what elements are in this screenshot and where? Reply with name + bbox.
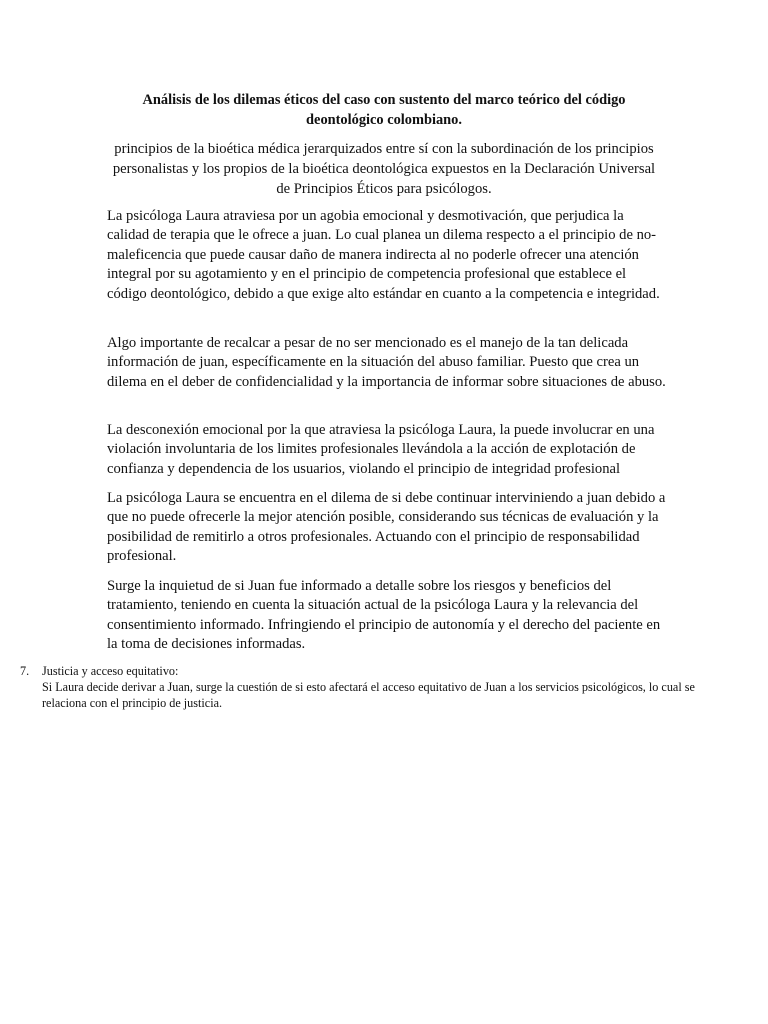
list-text: Si Laura decide derivar a Juan, surge la cuestión de si esto afectará el acceso equitativo de Juan a los servicios psicológicos, lo cual se relaciona con el principio de justicia. <box>42 680 695 710</box>
paragraph: La psicóloga Laura se encuentra en el dilema de si debe continuar interviniendo a juan debido a que no puede ofrecerle la mejor atención posible, considerando sus técnicas de evaluación y la posibilidad de remitirlo a otros profesionales. Actuando con el principio de responsabilidad profesional. <box>107 490 666 565</box>
document-title: Análisis de los dilemas éticos del caso con sustento del marco teórico del código deontológico colombiano. <box>142 92 626 128</box>
list-content <box>42 663 742 711</box>
paragraph: Algo importante de recalcar a pesar de no ser mencionado es el manejo de la tan delicada información de juan, específicamente en la situación del abuso familiar. Puesto que crea un dilema en el deber de confidencialidad y la importancia de informar sobre situaciones de abuso. <box>107 335 666 390</box>
paragraph: Surge la inquietud de si Juan fue informado a detalle sobre los riesgos y beneficios del tratamiento, teniendo en cuenta la situación actual de la psicóloga Laura y la relevancia del consentimiento informado. Infringiendo el principio de autonomía y el derecho del paciente en la toma de decisiones informadas. <box>107 578 661 653</box>
list-number: 7. <box>20 664 30 678</box>
list-heading: Justicia y acceso equitativo: <box>42 664 179 678</box>
document-subtitle: principios de la bioética médica jerarquizados entre sí con la subordinación de los principios personalistas y los propios de la bioética deontológica expuestos en la Declaración Universal de Principios Éticos para psicólogos. <box>112 141 656 197</box>
paragraph: La desconexión emocional por la que atraviesa la psicóloga Laura, la puede involucrar en una violación involuntaria de los limites profesionales llevándola a la acción de explotación de confianza y dependencia de los usuarios, violando el principio de integridad profesional <box>107 422 655 477</box>
paragraph: La psicóloga Laura atraviesa por un agobia emocional y desmotivación, que perjudica la calidad de terapia que le ofrece a juan. Lo cual planea un dilema respecto a el principio de no-maleficencia que puede causar daño de manera indirecta al no poderle ofrecer una atención integral por su agotamiento y en el principio de competencia profesional que establece el código deontológico, debido a que exige alto estándar en cuanto a la competencia e integridad. <box>107 208 660 302</box>
